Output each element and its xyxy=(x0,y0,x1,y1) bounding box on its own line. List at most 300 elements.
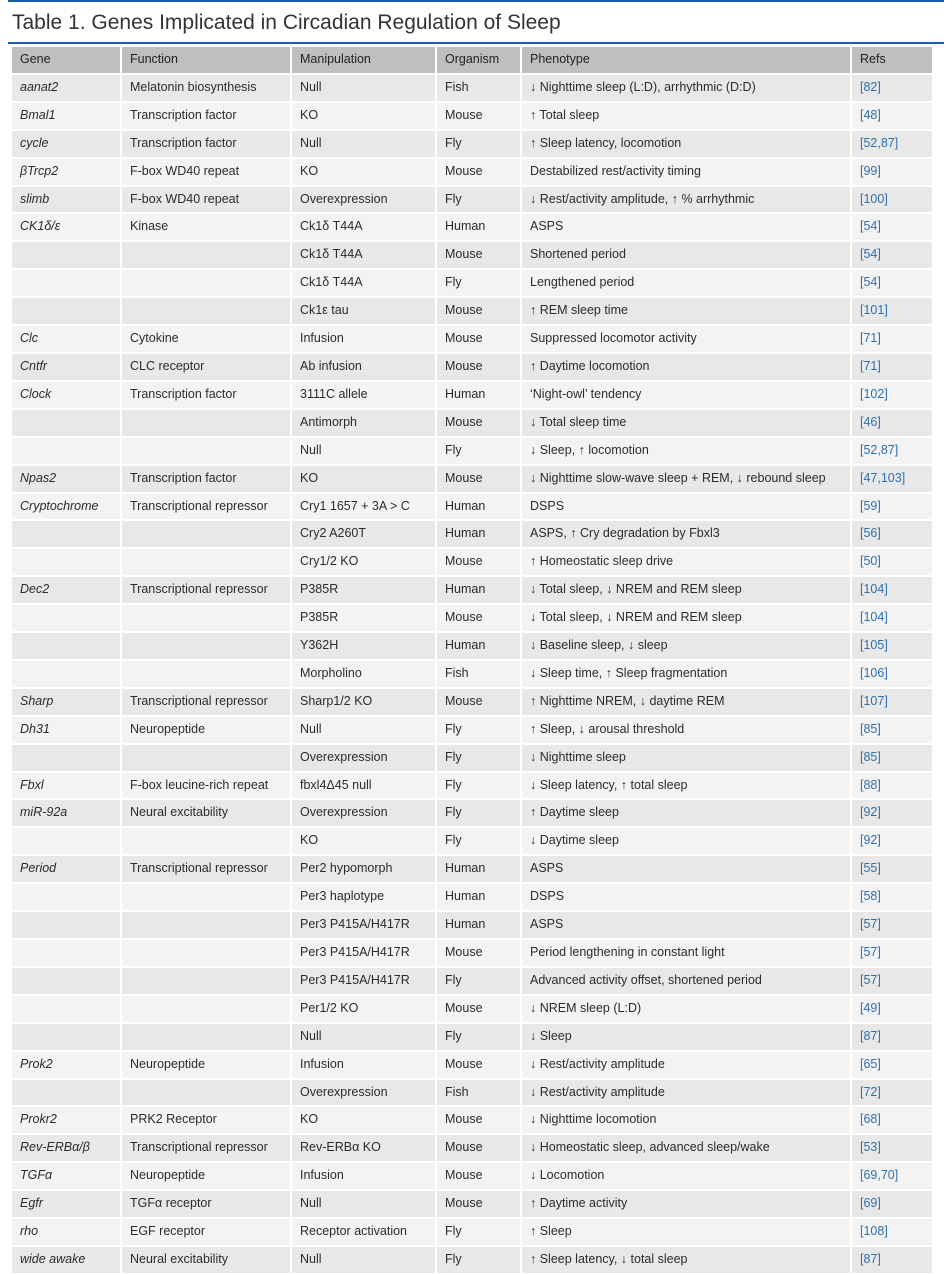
refs-cell[interactable]: [53] xyxy=(852,1135,932,1163)
refs-cell[interactable]: [71] xyxy=(852,354,932,382)
gene-cell: Dh31 xyxy=(12,717,122,745)
manipulation-cell: Null xyxy=(292,131,437,159)
gene-cell: Clc xyxy=(12,326,122,354)
manipulation-cell: Ck1ε tau xyxy=(292,298,437,326)
organism-cell: Fly xyxy=(437,773,522,801)
phenotype-cell: Advanced activity offset, shortened period xyxy=(522,968,852,996)
phenotype-cell: ↓ Locomotion xyxy=(522,1163,852,1191)
table-row xyxy=(12,996,932,1024)
organism-cell: Fish xyxy=(437,75,522,103)
organism-cell: Mouse xyxy=(437,159,522,187)
organism-cell: Fly xyxy=(437,187,522,215)
table-row xyxy=(12,1107,932,1135)
manipulation-cell: Cry1/2 KO xyxy=(292,549,437,577)
refs-cell[interactable]: [57] xyxy=(852,940,932,968)
gene-cell xyxy=(12,884,122,912)
manipulation-cell: Per1/2 KO xyxy=(292,996,437,1024)
organism-cell: Human xyxy=(437,382,522,410)
manipulation-cell: Per3 P415A/H417R xyxy=(292,940,437,968)
gene-cell: miR-92a xyxy=(12,800,122,828)
gene-cell: Dec2 xyxy=(12,577,122,605)
refs-cell[interactable]: [92] xyxy=(852,828,932,856)
function-cell: Cytokine xyxy=(122,326,292,354)
organism-cell: Fish xyxy=(437,1080,522,1108)
organism-cell: Human xyxy=(437,494,522,522)
manipulation-cell: 3111C allele xyxy=(292,382,437,410)
function-cell: Neuropeptide xyxy=(122,1052,292,1080)
function-cell: Transcription factor xyxy=(122,466,292,494)
table-row xyxy=(12,828,932,856)
manipulation-cell: Morpholino xyxy=(292,661,437,689)
table-row xyxy=(12,1080,932,1108)
phenotype-cell: DSPS xyxy=(522,494,852,522)
title-rule-top xyxy=(8,0,944,2)
gene-cell xyxy=(12,605,122,633)
gene-cell xyxy=(12,745,122,773)
organism-cell: Fly xyxy=(437,800,522,828)
manipulation-cell: Null xyxy=(292,438,437,466)
table-row xyxy=(12,661,932,689)
table-row xyxy=(12,494,932,522)
organism-cell: Mouse xyxy=(437,940,522,968)
organism-cell: Mouse xyxy=(437,354,522,382)
gene-cell: rho xyxy=(12,1219,122,1247)
function-cell xyxy=(122,912,292,940)
gene-cell xyxy=(12,828,122,856)
manipulation-cell: KO xyxy=(292,1107,437,1135)
phenotype-cell: ↓ Nighttime sleep xyxy=(522,745,852,773)
header-manipulation: Manipulation xyxy=(292,47,437,75)
phenotype-cell: ↓ Rest/activity amplitude xyxy=(522,1052,852,1080)
gene-cell: Clock xyxy=(12,382,122,410)
header-organism: Organism xyxy=(437,47,522,75)
gene-cell: slimb xyxy=(12,187,122,215)
phenotype-cell: ↓ Nighttime locomotion xyxy=(522,1107,852,1135)
refs-cell[interactable]: [71] xyxy=(852,326,932,354)
phenotype-cell: ↑ Sleep xyxy=(522,1219,852,1247)
phenotype-cell: ↓ Homeostatic sleep, advanced sleep/wake xyxy=(522,1135,852,1163)
organism-cell: Fish xyxy=(437,661,522,689)
table-row xyxy=(12,1052,932,1080)
phenotype-cell: ↑ Nighttime NREM, ↓ daytime REM xyxy=(522,689,852,717)
table-row xyxy=(12,466,932,494)
gene-cell: Sharp xyxy=(12,689,122,717)
table-row xyxy=(12,689,932,717)
organism-cell: Mouse xyxy=(437,103,522,131)
gene-cell: Cntfr xyxy=(12,354,122,382)
table-row xyxy=(12,1191,932,1219)
phenotype-cell: ASPS xyxy=(522,856,852,884)
refs-cell[interactable]: [47,103] xyxy=(852,466,932,494)
manipulation-cell: Ck1δ T44A xyxy=(292,242,437,270)
gene-cell xyxy=(12,410,122,438)
function-cell: Neuropeptide xyxy=(122,1163,292,1191)
refs-cell[interactable]: [56] xyxy=(852,521,932,549)
gene-cell xyxy=(12,1080,122,1108)
header-gene: Gene xyxy=(12,47,122,75)
table-row xyxy=(12,270,932,298)
manipulation-cell: KO xyxy=(292,159,437,187)
function-cell xyxy=(122,1024,292,1052)
function-cell xyxy=(122,270,292,298)
function-cell xyxy=(122,968,292,996)
phenotype-cell: ↓ Daytime sleep xyxy=(522,828,852,856)
refs-cell[interactable]: [85] xyxy=(852,717,932,745)
header-function: Function xyxy=(122,47,292,75)
function-cell: Transcription factor xyxy=(122,382,292,410)
function-cell: Transcription factor xyxy=(122,103,292,131)
refs-cell[interactable]: [99] xyxy=(852,159,932,187)
manipulation-cell: Sharp1/2 KO xyxy=(292,689,437,717)
title-rule-bottom xyxy=(8,42,944,44)
manipulation-cell: Per3 haplotype xyxy=(292,884,437,912)
gene-cell xyxy=(12,242,122,270)
table-row xyxy=(12,382,932,410)
table-row xyxy=(12,214,932,242)
refs-cell[interactable]: [68] xyxy=(852,1107,932,1135)
phenotype-cell: ↓ Total sleep, ↓ NREM and REM sleep xyxy=(522,605,852,633)
gene-cell: Prokr2 xyxy=(12,1107,122,1135)
table-row xyxy=(12,940,932,968)
refs-cell[interactable]: [59] xyxy=(852,494,932,522)
refs-cell[interactable]: [87] xyxy=(852,1024,932,1052)
table-row xyxy=(12,745,932,773)
phenotype-cell: Lengthened period xyxy=(522,270,852,298)
gene-cell xyxy=(12,270,122,298)
refs-cell[interactable]: [107] xyxy=(852,689,932,717)
gene-cell: βTrcp2 xyxy=(12,159,122,187)
table-row xyxy=(12,577,932,605)
phenotype-cell: ↓ Sleep xyxy=(522,1024,852,1052)
table-row xyxy=(12,1163,932,1191)
manipulation-cell: Per3 P415A/H417R xyxy=(292,912,437,940)
function-cell: F-box WD40 repeat xyxy=(122,159,292,187)
organism-cell: Mouse xyxy=(437,1052,522,1080)
organism-cell: Mouse xyxy=(437,1135,522,1163)
refs-cell[interactable]: [106] xyxy=(852,661,932,689)
manipulation-cell: Infusion xyxy=(292,326,437,354)
refs-cell[interactable]: [82] xyxy=(852,75,932,103)
organism-cell: Fly xyxy=(437,438,522,466)
manipulation-cell: Receptor activation xyxy=(292,1219,437,1247)
manipulation-cell: KO xyxy=(292,103,437,131)
manipulation-cell: Infusion xyxy=(292,1052,437,1080)
refs-cell[interactable]: [50] xyxy=(852,549,932,577)
refs-cell[interactable]: [54] xyxy=(852,270,932,298)
refs-cell[interactable]: [69] xyxy=(852,1191,932,1219)
gene-cell: Npas2 xyxy=(12,466,122,494)
phenotype-cell: ASPS, ↑ Cry degradation by Fbxl3 xyxy=(522,521,852,549)
phenotype-cell: ↑ Homeostatic sleep drive xyxy=(522,549,852,577)
manipulation-cell: Null xyxy=(292,1247,437,1275)
function-cell xyxy=(122,438,292,466)
phenotype-cell: ↓ Nighttime slow-wave sleep + REM, ↓ rebound sleep xyxy=(522,466,852,494)
function-cell: Transcription factor xyxy=(122,131,292,159)
refs-cell[interactable]: [85] xyxy=(852,745,932,773)
table-row xyxy=(12,717,932,745)
header-refs: Refs xyxy=(852,47,932,75)
organism-cell: Fly xyxy=(437,745,522,773)
refs-cell[interactable]: [54] xyxy=(852,242,932,270)
header-row xyxy=(12,47,932,75)
phenotype-cell: ↑ Daytime activity xyxy=(522,1191,852,1219)
table-row xyxy=(12,326,932,354)
manipulation-cell: Overexpression xyxy=(292,1080,437,1108)
gene-cell xyxy=(12,521,122,549)
manipulation-cell: Null xyxy=(292,75,437,103)
function-cell xyxy=(122,828,292,856)
gene-cell: Fbxl xyxy=(12,773,122,801)
refs-cell[interactable]: [52,87] xyxy=(852,438,932,466)
table-title: Table 1. Genes Implicated in Circadian Regulation of Sleep xyxy=(12,11,561,34)
refs-cell[interactable]: [57] xyxy=(852,968,932,996)
table-row xyxy=(12,1247,932,1275)
function-cell: Neural excitability xyxy=(122,1247,292,1275)
function-cell xyxy=(122,633,292,661)
function-cell: Neural excitability xyxy=(122,800,292,828)
manipulation-cell: Overexpression xyxy=(292,745,437,773)
manipulation-cell: Null xyxy=(292,1191,437,1219)
manipulation-cell: fbxl4Δ45 null xyxy=(292,773,437,801)
table-row xyxy=(12,298,932,326)
function-cell xyxy=(122,996,292,1024)
organism-cell: Mouse xyxy=(437,996,522,1024)
refs-cell[interactable]: [104] xyxy=(852,605,932,633)
refs-cell[interactable]: [102] xyxy=(852,382,932,410)
manipulation-cell: Rev-ERBα KO xyxy=(292,1135,437,1163)
manipulation-cell: Per3 P415A/H417R xyxy=(292,968,437,996)
function-cell: F-box leucine-rich repeat xyxy=(122,773,292,801)
function-cell xyxy=(122,745,292,773)
organism-cell: Mouse xyxy=(437,1107,522,1135)
table-row xyxy=(12,438,932,466)
table-row xyxy=(12,912,932,940)
gene-cell xyxy=(12,968,122,996)
manipulation-cell: KO xyxy=(292,828,437,856)
organism-cell: Human xyxy=(437,577,522,605)
refs-cell[interactable]: [54] xyxy=(852,214,932,242)
function-cell xyxy=(122,410,292,438)
gene-cell xyxy=(12,298,122,326)
refs-cell[interactable]: [100] xyxy=(852,187,932,215)
table-row xyxy=(12,1219,932,1247)
table-row xyxy=(12,187,932,215)
table-row xyxy=(12,103,932,131)
organism-cell: Fly xyxy=(437,717,522,745)
organism-cell: Mouse xyxy=(437,689,522,717)
phenotype-cell: ↑ Sleep latency, locomotion xyxy=(522,131,852,159)
phenotype-cell: Shortened period xyxy=(522,242,852,270)
phenotype-cell: ‘Night-owl’ tendency xyxy=(522,382,852,410)
function-cell: Transcriptional repressor xyxy=(122,494,292,522)
gene-cell: aanat2 xyxy=(12,75,122,103)
organism-cell: Human xyxy=(437,214,522,242)
genes-table xyxy=(12,47,932,1275)
function-cell: Transcriptional repressor xyxy=(122,856,292,884)
phenotype-cell: ↑ Sleep, ↓ arousal threshold xyxy=(522,717,852,745)
phenotype-cell: ASPS xyxy=(522,912,852,940)
manipulation-cell: P385R xyxy=(292,577,437,605)
manipulation-cell: Antimorph xyxy=(292,410,437,438)
refs-cell[interactable]: [69,70] xyxy=(852,1163,932,1191)
organism-cell: Fly xyxy=(437,131,522,159)
organism-cell: Mouse xyxy=(437,326,522,354)
refs-cell[interactable]: [48] xyxy=(852,103,932,131)
manipulation-cell: Null xyxy=(292,717,437,745)
gene-cell: Bmal1 xyxy=(12,103,122,131)
phenotype-cell: ↓ Nighttime sleep (L:D), arrhythmic (D:D) xyxy=(522,75,852,103)
organism-cell: Fly xyxy=(437,1024,522,1052)
table-row xyxy=(12,354,932,382)
table-row xyxy=(12,856,932,884)
table-row xyxy=(12,773,932,801)
refs-cell[interactable]: [46] xyxy=(852,410,932,438)
organism-cell: Human xyxy=(437,912,522,940)
function-cell: Transcriptional repressor xyxy=(122,1135,292,1163)
phenotype-cell: ↓ NREM sleep (L:D) xyxy=(522,996,852,1024)
table-row xyxy=(12,800,932,828)
phenotype-cell: ↓ Total sleep time xyxy=(522,410,852,438)
function-cell xyxy=(122,940,292,968)
refs-cell[interactable]: [49] xyxy=(852,996,932,1024)
function-cell xyxy=(122,242,292,270)
refs-cell[interactable]: [72] xyxy=(852,1080,932,1108)
manipulation-cell: Y362H xyxy=(292,633,437,661)
table-row xyxy=(12,605,932,633)
organism-cell: Mouse xyxy=(437,410,522,438)
table-row xyxy=(12,1135,932,1163)
gene-cell: TGFα xyxy=(12,1163,122,1191)
gene-cell xyxy=(12,633,122,661)
phenotype-cell: ↑ REM sleep time xyxy=(522,298,852,326)
organism-cell: Human xyxy=(437,884,522,912)
phenotype-cell: Period lengthening in constant light xyxy=(522,940,852,968)
organism-cell: Fly xyxy=(437,828,522,856)
organism-cell: Mouse xyxy=(437,549,522,577)
phenotype-cell: Suppressed locomotor activity xyxy=(522,326,852,354)
table-row xyxy=(12,242,932,270)
gene-cell: cycle xyxy=(12,131,122,159)
phenotype-cell: ↑ Daytime locomotion xyxy=(522,354,852,382)
phenotype-cell: ↓ Sleep, ↑ locomotion xyxy=(522,438,852,466)
phenotype-cell: ↓ Total sleep, ↓ NREM and REM sleep xyxy=(522,577,852,605)
function-cell: Melatonin biosynthesis xyxy=(122,75,292,103)
refs-cell[interactable]: [65] xyxy=(852,1052,932,1080)
manipulation-cell: Per2 hypomorph xyxy=(292,856,437,884)
table-row xyxy=(12,521,932,549)
gene-cell: Egfr xyxy=(12,1191,122,1219)
function-cell: F-box WD40 repeat xyxy=(122,187,292,215)
manipulation-cell: Overexpression xyxy=(292,800,437,828)
organism-cell: Mouse xyxy=(437,298,522,326)
gene-cell xyxy=(12,940,122,968)
table-row xyxy=(12,884,932,912)
refs-cell[interactable]: [105] xyxy=(852,633,932,661)
gene-cell xyxy=(12,549,122,577)
function-cell xyxy=(122,605,292,633)
manipulation-cell: Cry2 A260T xyxy=(292,521,437,549)
manipulation-cell: Ab infusion xyxy=(292,354,437,382)
manipulation-cell: KO xyxy=(292,466,437,494)
refs-cell[interactable]: [58] xyxy=(852,884,932,912)
phenotype-cell: ↓ Sleep time, ↑ Sleep fragmentation xyxy=(522,661,852,689)
refs-cell[interactable]: [87] xyxy=(852,1247,932,1275)
organism-cell: Human xyxy=(437,633,522,661)
table-row xyxy=(12,410,932,438)
phenotype-cell: ↓ Rest/activity amplitude xyxy=(522,1080,852,1108)
organism-cell: Mouse xyxy=(437,1191,522,1219)
manipulation-cell: Infusion xyxy=(292,1163,437,1191)
gene-cell xyxy=(12,1024,122,1052)
phenotype-cell: DSPS xyxy=(522,884,852,912)
phenotype-cell: ↑ Sleep latency, ↓ total sleep xyxy=(522,1247,852,1275)
function-cell: PRK2 Receptor xyxy=(122,1107,292,1135)
function-cell: CLC receptor xyxy=(122,354,292,382)
gene-cell: Period xyxy=(12,856,122,884)
refs-cell[interactable]: [108] xyxy=(852,1219,932,1247)
table-row xyxy=(12,75,932,103)
organism-cell: Fly xyxy=(437,968,522,996)
function-cell: TGFα receptor xyxy=(122,1191,292,1219)
table-header xyxy=(12,47,932,75)
function-cell: Kinase xyxy=(122,214,292,242)
table-row xyxy=(12,1024,932,1052)
refs-cell[interactable]: [92] xyxy=(852,800,932,828)
gene-cell: Rev-ERBα/β xyxy=(12,1135,122,1163)
function-cell: Neuropeptide xyxy=(122,717,292,745)
refs-cell[interactable]: [88] xyxy=(852,773,932,801)
phenotype-cell: ↑ Total sleep xyxy=(522,103,852,131)
refs-cell[interactable]: [52,87] xyxy=(852,131,932,159)
manipulation-cell: Null xyxy=(292,1024,437,1052)
table-row xyxy=(12,549,932,577)
phenotype-cell: ↓ Rest/activity amplitude, ↑ % arrhythmic xyxy=(522,187,852,215)
phenotype-cell: Destabilized rest/activity timing xyxy=(522,159,852,187)
phenotype-cell: ASPS xyxy=(522,214,852,242)
gene-cell: Cryptochrome xyxy=(12,494,122,522)
refs-cell[interactable]: [57] xyxy=(852,912,932,940)
organism-cell: Mouse xyxy=(437,466,522,494)
function-cell xyxy=(122,298,292,326)
refs-cell[interactable]: [55] xyxy=(852,856,932,884)
function-cell: Transcriptional repressor xyxy=(122,689,292,717)
gene-cell xyxy=(12,661,122,689)
refs-cell[interactable]: [101] xyxy=(852,298,932,326)
organism-cell: Mouse xyxy=(437,242,522,270)
phenotype-cell: ↓ Sleep latency, ↑ total sleep xyxy=(522,773,852,801)
manipulation-cell: Cry1 1657 + 3A > C xyxy=(292,494,437,522)
gene-cell xyxy=(12,438,122,466)
function-cell: Transcriptional repressor xyxy=(122,577,292,605)
table-body xyxy=(12,75,932,1275)
manipulation-cell: P385R xyxy=(292,605,437,633)
function-cell xyxy=(122,521,292,549)
header-phenotype: Phenotype xyxy=(522,47,852,75)
manipulation-cell: Ck1δ T44A xyxy=(292,270,437,298)
table-row xyxy=(12,159,932,187)
phenotype-cell: ↑ Daytime sleep xyxy=(522,800,852,828)
phenotype-cell: ↓ Baseline sleep, ↓ sleep xyxy=(522,633,852,661)
organism-cell: Mouse xyxy=(437,605,522,633)
organism-cell: Mouse xyxy=(437,1163,522,1191)
manipulation-cell: Overexpression xyxy=(292,187,437,215)
table-row xyxy=(12,131,932,159)
refs-cell[interactable]: [104] xyxy=(852,577,932,605)
organism-cell: Fly xyxy=(437,1247,522,1275)
organism-cell: Fly xyxy=(437,270,522,298)
table-row xyxy=(12,968,932,996)
gene-cell: CK1δ/ε xyxy=(12,214,122,242)
